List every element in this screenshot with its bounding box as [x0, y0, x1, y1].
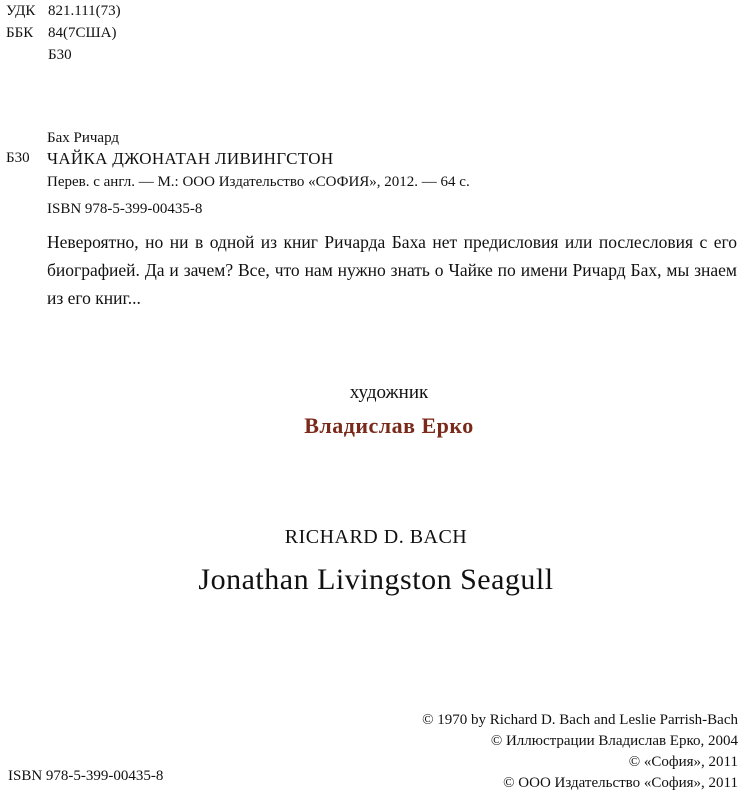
card-isbn: ISBN 978-5-399-00435-8 [47, 201, 203, 217]
card-mark: Б30 [6, 150, 30, 166]
card-title: ЧАЙКА ДЖОНАТАН ЛИВИНГСТОН [47, 149, 334, 168]
original-author: RICHARD D. BACH [284, 526, 468, 548]
author-mark: Б30 [48, 47, 72, 63]
bbk-label: ББК [6, 25, 34, 41]
copyright-line: © Иллюстрации Владислав Ерко, 2004 [490, 733, 738, 749]
card-description: Невероятно, но ни в одной из книг Ричарда Баха нет предисловия или послесловия с его биографией. Да и зачем? Все, что нам нужно знать о Чайке по имени Ричард Бах, мы знаем из его книг... [47, 232, 737, 308]
udk-label: УДК [6, 3, 36, 19]
illustrator-name: Владислав Ерко [304, 413, 474, 438]
original-title: Jonathan Livingston Seagull [198, 563, 554, 596]
copyright-line: © 1970 by Richard D. Bach and Leslie Parrish-Bach [422, 712, 738, 728]
card-imprint: Перев. с англ. — М.: ООО Издательство «СОФИЯ», 2012. — 64 с. [47, 174, 470, 190]
udk-value: 821.111(73) [48, 3, 121, 19]
copyright-line: © ООО Издательство «София», 2011 [503, 775, 738, 791]
bottom-isbn: ISBN 978-5-399-00435-8 [8, 768, 164, 784]
card-author: Бах Ричард [47, 130, 120, 146]
bbk-value: 84(7США) [48, 25, 117, 41]
copyright-line: © «София», 2011 [628, 754, 738, 770]
illustrator-label: художник [349, 382, 429, 403]
